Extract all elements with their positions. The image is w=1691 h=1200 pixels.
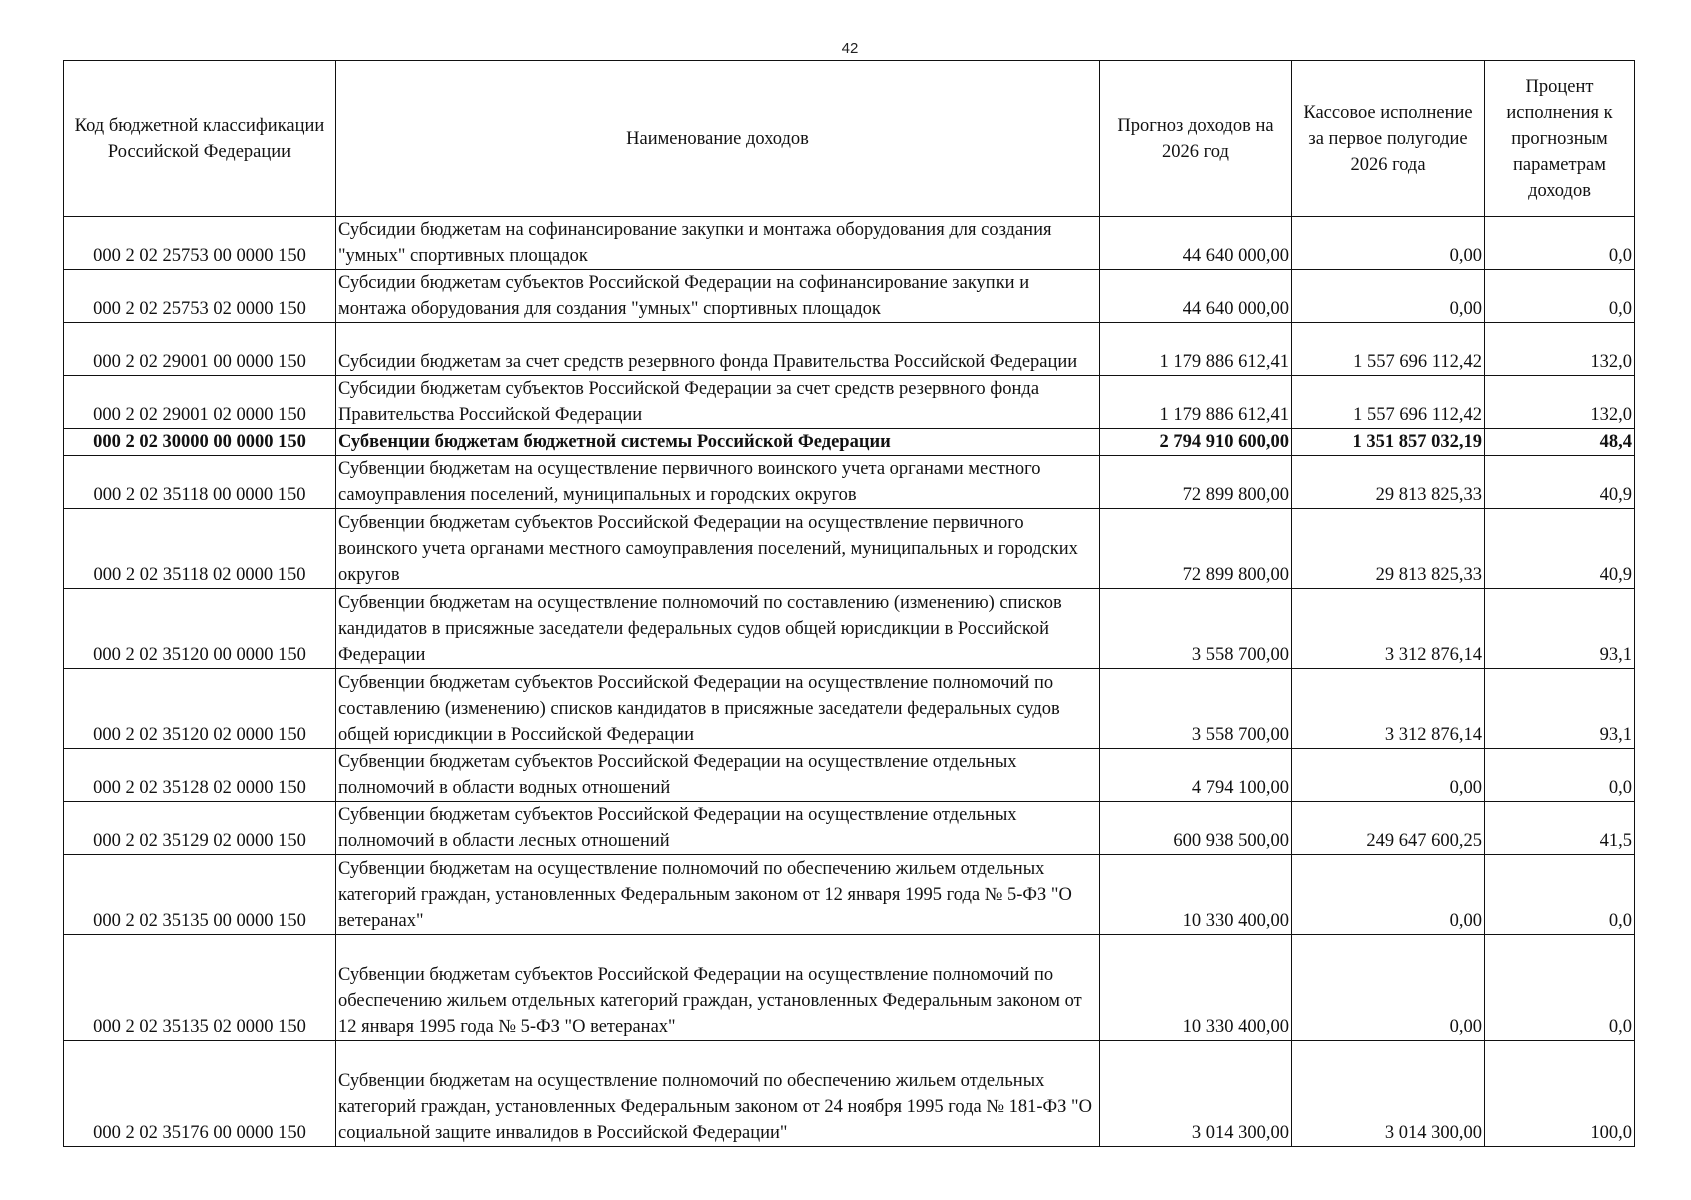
- row-code: 000 2 02 35118 02 0000 150: [64, 509, 336, 589]
- row-actual: 1 351 857 032,19: [1292, 429, 1485, 456]
- row-actual: 0,00: [1292, 749, 1485, 802]
- row-percent: 100,0: [1485, 1041, 1635, 1147]
- row-name: Субвенции бюджетам бюджетной системы Российской Федерации: [336, 429, 1100, 456]
- row-forecast: 4 794 100,00: [1100, 749, 1292, 802]
- header-actual: Кассовое исполнение за первое полугодие 2026 года: [1292, 61, 1485, 217]
- table-header-row: [64, 61, 1635, 217]
- table-row: [64, 749, 1635, 802]
- row-percent: 41,5: [1485, 802, 1635, 855]
- table-row: [64, 270, 1635, 323]
- row-code: 000 2 02 35120 02 0000 150: [64, 669, 336, 749]
- row-forecast: 72 899 800,00: [1100, 456, 1292, 509]
- row-code: 000 2 02 35129 02 0000 150: [64, 802, 336, 855]
- revenue-table: [63, 60, 1635, 1147]
- row-percent: 132,0: [1485, 376, 1635, 429]
- row-forecast: 44 640 000,00: [1100, 217, 1292, 270]
- row-forecast: 10 330 400,00: [1100, 935, 1292, 1041]
- header-forecast: Прогноз доходов на 2026 год: [1100, 61, 1292, 217]
- row-name: Субсидии бюджетам на софинансирование закупки и монтажа оборудования для создания "умных" спортивных площадок: [336, 217, 1100, 270]
- row-name: Субсидии бюджетам субъектов Российской Федерации за счет средств резервного фонда Правительства Российской Федерации: [336, 376, 1100, 429]
- row-actual: 0,00: [1292, 855, 1485, 935]
- table-row: [64, 323, 1635, 376]
- row-forecast: 1 179 886 612,41: [1100, 323, 1292, 376]
- row-code: 000 2 02 30000 00 0000 150: [64, 429, 336, 456]
- row-percent: 48,4: [1485, 429, 1635, 456]
- table-row: [64, 509, 1635, 589]
- row-code: 000 2 02 35128 02 0000 150: [64, 749, 336, 802]
- row-name: Субвенции бюджетам на осуществление полномочий по обеспечению жильем отдельных категорий граждан, установленных Федеральным законом от 24 ноября 1995 года № 181-ФЗ "О социальной защите инвалидов в Российской Федерации": [336, 1041, 1100, 1147]
- row-code: 000 2 02 35135 02 0000 150: [64, 935, 336, 1041]
- row-code: 000 2 02 25753 02 0000 150: [64, 270, 336, 323]
- row-actual: 3 312 876,14: [1292, 589, 1485, 669]
- header-name: Наименование доходов: [336, 61, 1100, 217]
- row-percent: 132,0: [1485, 323, 1635, 376]
- row-name: Субвенции бюджетам на осуществление первичного воинского учета органами местного самоуправления поселений, муниципальных и городских округов: [336, 456, 1100, 509]
- row-forecast: 10 330 400,00: [1100, 855, 1292, 935]
- row-percent: 0,0: [1485, 855, 1635, 935]
- row-name: Субсидии бюджетам субъектов Российской Федерации на софинансирование закупки и монтажа оборудования для создания "умных" спортивных площадок: [336, 270, 1100, 323]
- row-forecast: 2 794 910 600,00: [1100, 429, 1292, 456]
- row-percent: 93,1: [1485, 589, 1635, 669]
- header-percent: Процент исполнения к прогнозным параметрам доходов: [1485, 61, 1635, 217]
- row-code: 000 2 02 35120 00 0000 150: [64, 589, 336, 669]
- row-percent: 0,0: [1485, 935, 1635, 1041]
- row-actual: 1 557 696 112,42: [1292, 323, 1485, 376]
- row-forecast: 1 179 886 612,41: [1100, 376, 1292, 429]
- table-row: [64, 935, 1635, 1041]
- row-code: 000 2 02 35176 00 0000 150: [64, 1041, 336, 1147]
- table-row: [64, 456, 1635, 509]
- row-name: Субвенции бюджетам субъектов Российской Федерации на осуществление полномочий по составлению (изменению) списков кандидатов в присяжные заседатели федеральных судов общей юрисдикции в Российской Федерации: [336, 669, 1100, 749]
- row-name: Субвенции бюджетам субъектов Российской Федерации на осуществление первичного воинского учета органами местного самоуправления поселений, муниципальных и городских округов: [336, 509, 1100, 589]
- table-row-subtotal: [64, 429, 1635, 456]
- table-row: [64, 217, 1635, 270]
- table-row: [64, 802, 1635, 855]
- row-name: Субвенции бюджетам на осуществление полномочий по составлению (изменению) списков кандидатов в присяжные заседатели федеральных судов общей юрисдикции в Российской Федерации: [336, 589, 1100, 669]
- row-code: 000 2 02 35118 00 0000 150: [64, 456, 336, 509]
- row-actual: 3 312 876,14: [1292, 669, 1485, 749]
- row-actual: 0,00: [1292, 217, 1485, 270]
- row-actual: 3 014 300,00: [1292, 1041, 1485, 1147]
- row-percent: 93,1: [1485, 669, 1635, 749]
- row-actual: 29 813 825,33: [1292, 509, 1485, 589]
- row-forecast: 72 899 800,00: [1100, 509, 1292, 589]
- table-row: [64, 1041, 1635, 1147]
- row-percent: 40,9: [1485, 456, 1635, 509]
- row-name: Субвенции бюджетам субъектов Российской Федерации на осуществление отдельных полномочий в области водных отношений: [336, 749, 1100, 802]
- row-percent: 0,0: [1485, 270, 1635, 323]
- table-row: [64, 376, 1635, 429]
- header-code: Код бюджетной классификации Российской Федерации: [64, 61, 336, 217]
- table-row: [64, 855, 1635, 935]
- row-actual: 1 557 696 112,42: [1292, 376, 1485, 429]
- row-name: Субвенции бюджетам на осуществление полномочий по обеспечению жильем отдельных категорий граждан, установленных Федеральным законом от 12 января 1995 года № 5-ФЗ "О ветеранах": [336, 855, 1100, 935]
- row-actual: 29 813 825,33: [1292, 456, 1485, 509]
- row-name: Субсидии бюджетам за счет средств резервного фонда Правительства Российской Федерации: [336, 323, 1100, 376]
- row-code: 000 2 02 29001 00 0000 150: [64, 323, 336, 376]
- row-actual: 0,00: [1292, 935, 1485, 1041]
- page-number: 42: [841, 40, 859, 57]
- row-forecast: 3 558 700,00: [1100, 669, 1292, 749]
- row-actual: 0,00: [1292, 270, 1485, 323]
- row-percent: 40,9: [1485, 509, 1635, 589]
- row-name: Субвенции бюджетам субъектов Российской Федерации на осуществление полномочий по обеспечению жильем отдельных категорий граждан, установленных Федеральным законом от 12 января 1995 года № 5-ФЗ "О ветеранах": [336, 935, 1100, 1041]
- row-name: Субвенции бюджетам субъектов Российской Федерации на осуществление отдельных полномочий в области лесных отношений: [336, 802, 1100, 855]
- row-code: 000 2 02 29001 02 0000 150: [64, 376, 336, 429]
- row-forecast: 44 640 000,00: [1100, 270, 1292, 323]
- row-forecast: 3 558 700,00: [1100, 589, 1292, 669]
- table-row: [64, 589, 1635, 669]
- table-row: [64, 669, 1635, 749]
- row-forecast: 600 938 500,00: [1100, 802, 1292, 855]
- row-forecast: 3 014 300,00: [1100, 1041, 1292, 1147]
- row-percent: 0,0: [1485, 749, 1635, 802]
- row-percent: 0,0: [1485, 217, 1635, 270]
- row-actual: 249 647 600,25: [1292, 802, 1485, 855]
- row-code: 000 2 02 25753 00 0000 150: [64, 217, 336, 270]
- row-code: 000 2 02 35135 00 0000 150: [64, 855, 336, 935]
